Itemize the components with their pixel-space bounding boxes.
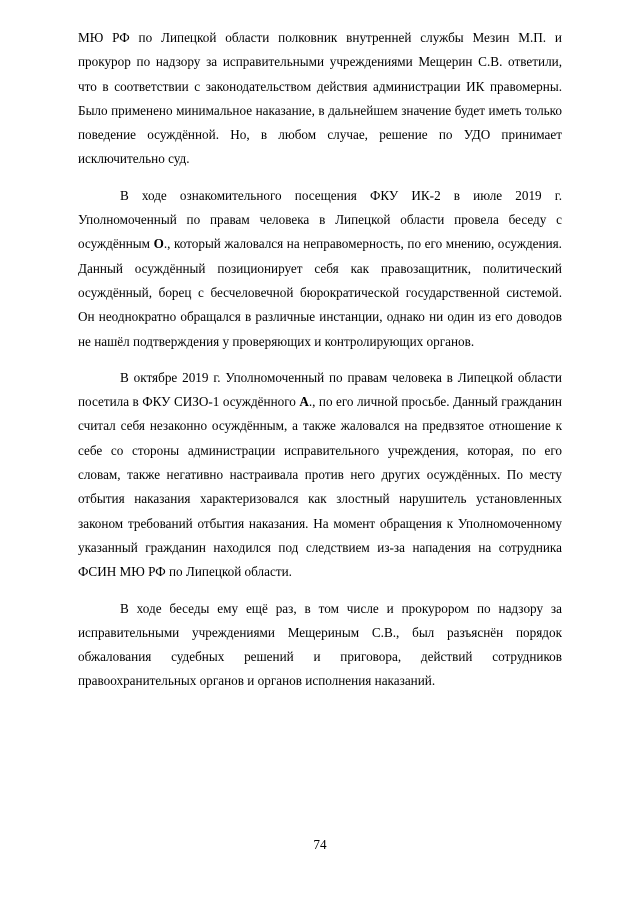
paragraph-3-start: В октябре 2019 г. Уполномоченный по правам человека в Липецкой области посетила в ФКУ СИЗО-1 осуждённого bbox=[78, 369, 562, 410]
paragraph-3-initial: А bbox=[299, 394, 309, 410]
paragraph-3 bbox=[78, 366, 562, 585]
paragraph-4: В ходе беседы ему ещё раз, в том числе и прокурором по надзору за исправительными учреждениями Мещериным С.В., был разъяснён порядок обжалования судебных решений и приговора, действий сотрудников правоохранительных органов и органов исполнения наказаний. bbox=[78, 600, 562, 689]
document-body bbox=[78, 26, 562, 694]
paragraph-2-end: ., который жаловался на неправомерность, по его мнению, осуждения. Данный осуждённый позиционирует себя как правозащитник, политический осуждённый, борец с бесчеловечной бюрократической государственной системой. Он неоднократно обращался в различные инстанции, однако ни один из его доводов не нашёл подтверждения у проверяющих и контролирующих органов. bbox=[78, 236, 562, 349]
paragraph-2 bbox=[78, 184, 562, 354]
page-number: 74 bbox=[313, 837, 327, 852]
paragraph-2-start: В ходе ознакомительного посещения ФКУ ИК-2 в июле 2019 г. Уполномоченный по правам человека в Липецкой области провела беседу с осуждённым bbox=[78, 187, 562, 252]
paragraph-gap bbox=[78, 354, 562, 366]
paragraph-gap bbox=[78, 172, 562, 184]
paragraph-gap bbox=[78, 585, 562, 597]
paragraph-3-end: ., по его личной просьбе. Данный гражданин считал себя незаконно осуждённым, а также жаловался на предвзятое отношение к себе со стороны администрации исправительного учреждения, которая, по его словам, также негативно настраивала против него других осуждённых. По месту отбытия наказания характеризовался как злостный нарушитель установленных законом требований отбытия наказания. На момент обращения к Уполномоченному указанный гражданин находился под следствием из-за нападения на сотрудника ФСИН МЮ РФ по Липецкой области. bbox=[78, 394, 562, 580]
paragraph-1: МЮ РФ по Липецкой области полковник внутренней службы Мезин М.П. и прокурор по надзору за исправительными учреждениями Мещерин С.В. ответили, что в соответствии с законодательством действия администрации ИК правомерны. Было применено минимальное наказание, в дальнейшем значение будет иметь только поведение осуждённой. Но, в любом случае, решение по УДО принимает исключительно суд. bbox=[78, 30, 562, 167]
paragraph-2-initial: О bbox=[153, 236, 164, 252]
